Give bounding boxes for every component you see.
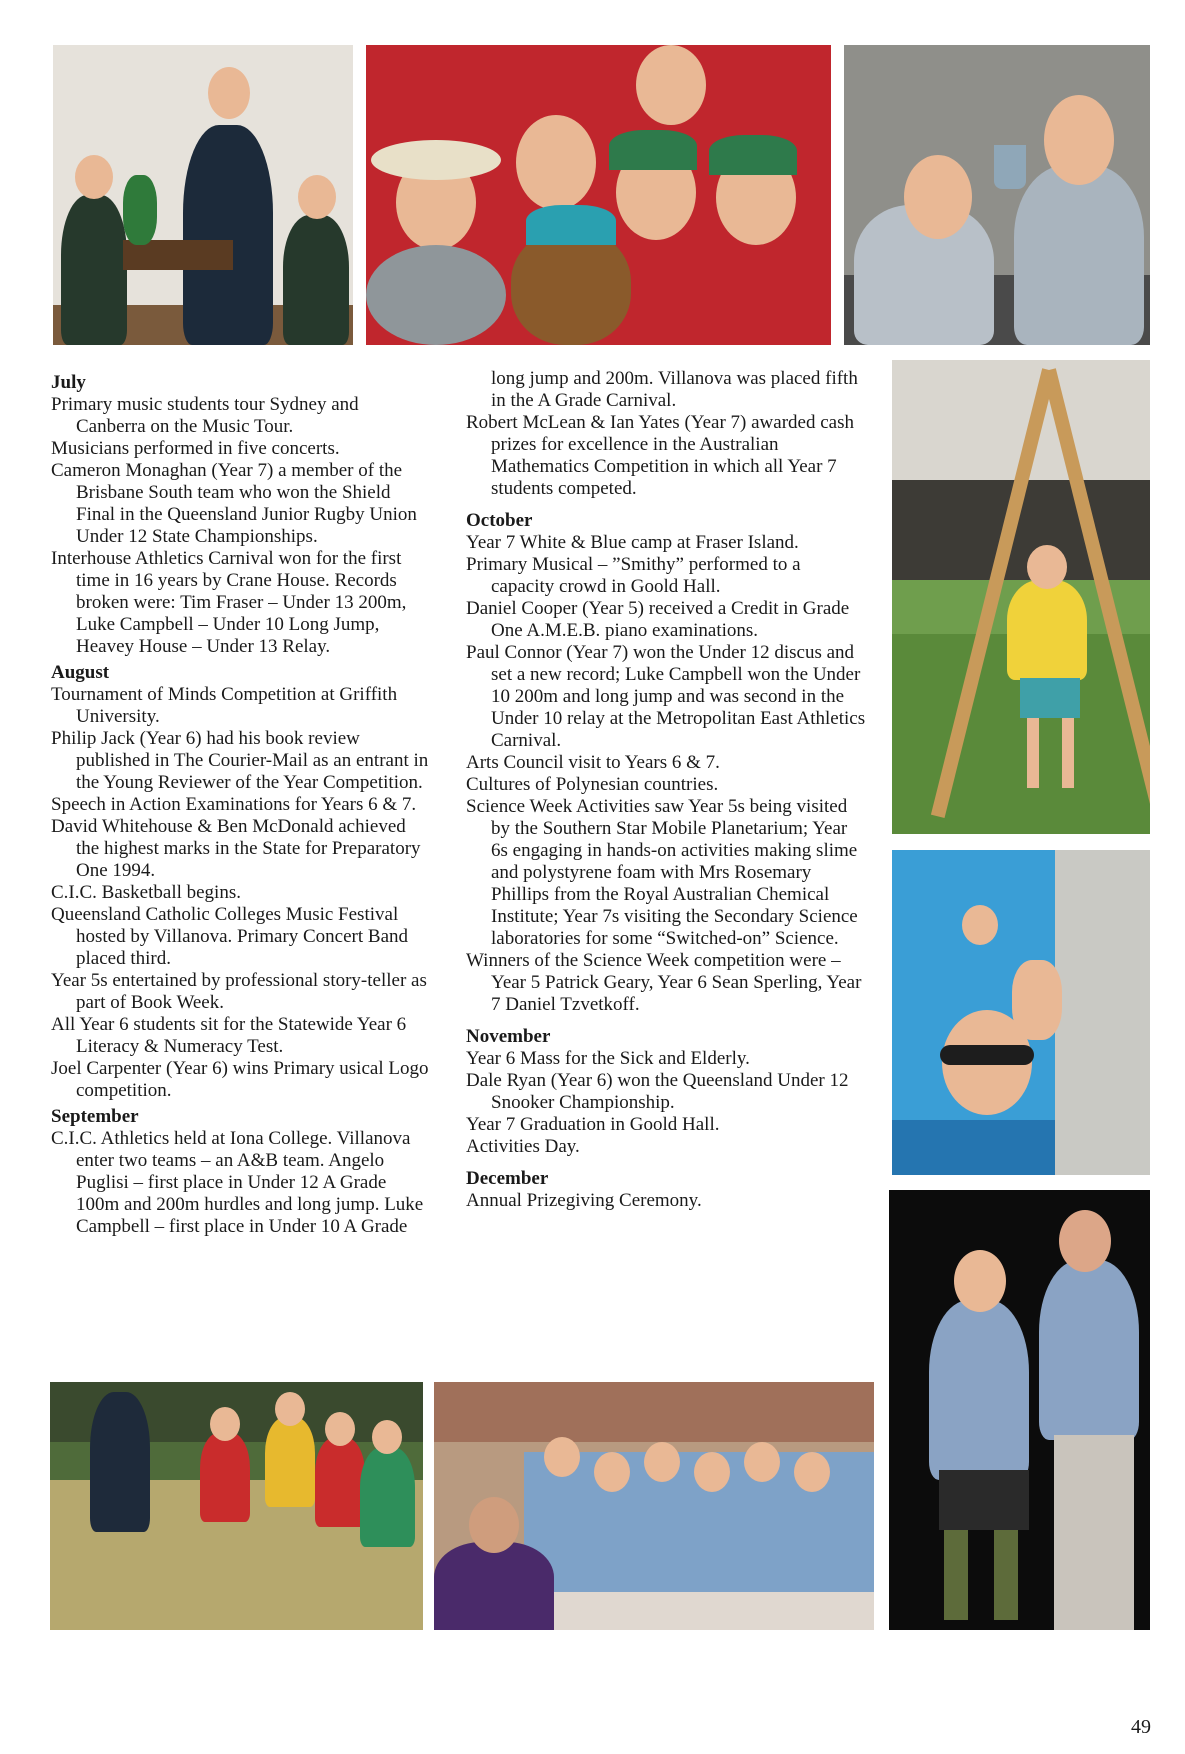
section-heading: October (466, 510, 533, 531)
list-item: Winners of the Science Week competition were – Year 5 Patrick Geary, Year 6 Sean Sperling, Year 7 Daniel Tzvetkoff. (466, 950, 862, 1015)
section-august (51, 662, 431, 1102)
section-november (466, 1026, 866, 1158)
list-item: Year 7 Graduation in Goold Hall. (466, 1114, 720, 1135)
list-item: Year 7 White & Blue camp at Fraser Island. (466, 532, 799, 553)
section-heading: August (51, 662, 110, 683)
photo-mass-elderly (434, 1382, 874, 1630)
list-item: Year 6 Mass for the Sick and Elderly. (466, 1048, 750, 1069)
photo-swimming (892, 850, 1150, 1175)
list-item: Interhouse Athletics Carnival won for the first time in 16 years by Crane House. Records broken were: Tim Fraser – Under 13 200m, Luke Campbell – Under 10 Long Jump, Heavey House – Under 13 Relay. (51, 548, 407, 657)
list-item: C.I.C. Athletics held at Iona College. Villanova enter two teams – an A&B team. Angelo Puglisi – first place in Under 12 A Grade 100m and 200m hurdles and long jump. Luke Campbell – first place in Under 10 A Grade (51, 1128, 424, 1237)
section-july (51, 372, 431, 658)
section-heading: September (51, 1106, 139, 1127)
list-item: Speech in Action Examinations for Years 6 & 7. (51, 794, 417, 815)
section-heading: November (466, 1026, 551, 1047)
list-item: Year 5s entertained by professional story-teller as part of Book Week. (51, 970, 427, 1013)
photo-cross-country (50, 1382, 423, 1630)
right-text-column (466, 368, 866, 1212)
list-item: Philip Jack (Year 6) had his book review published in The Courier-Mail as an entrant in the Young Reviewer of the Year Competition. (51, 728, 429, 793)
list-item: All Year 6 students sit for the Statewide Year 6 Literacy & Numeracy Test. (51, 1014, 407, 1057)
list-item: Cultures of Polynesian countries. (466, 774, 719, 795)
section-september (51, 1106, 431, 1238)
page-number: 49 (1131, 1716, 1151, 1738)
section-december (466, 1168, 866, 1212)
list-item: Primary music students tour Sydney and Canberra on the Music Tour. (51, 394, 359, 437)
section-heading: December (466, 1168, 549, 1189)
section-continued (466, 368, 866, 500)
list-item: Activities Day. (466, 1136, 580, 1157)
list-item: Annual Prizegiving Ceremony. (466, 1190, 702, 1211)
list-item: long jump and 200m. Villanova was placed fifth in the A Grade Carnival. (491, 368, 858, 411)
list-item: David Whitehouse & Ben McDonald achieved the highest marks in the State for Preparatory One 1994. (51, 816, 421, 881)
list-item: Tournament of Minds Competition at Griffith University. (51, 684, 398, 727)
photo-presentation (53, 45, 353, 345)
list-item: Musicians performed in five concerts. (51, 438, 340, 459)
section-october (466, 510, 866, 1016)
list-item: Dale Ryan (Year 6) won the Queensland Under 12 Snooker Championship. (466, 1070, 849, 1113)
photo-science-experiment (844, 45, 1150, 345)
photo-boys-with-toys (366, 45, 831, 345)
list-item: Joel Carpenter (Year 6) wins Primary usical Logo competition. (51, 1058, 429, 1101)
list-item: Paul Connor (Year 7) won the Under 12 discus and set a new record; Luke Campbell won the Under 10 200m and long jump and was second in the Under 10 relay at the Metropolitan East Athletics Carnival. (466, 642, 866, 751)
list-item: Primary Musical – ”Smithy” performed to a capacity crowd in Goold Hall. (466, 554, 801, 597)
list-item: Daniel Cooper (Year 5) received a Credit in Grade One A.M.E.B. piano examinations. (466, 598, 850, 641)
list-item: Arts Council visit to Years 6 & 7. (466, 752, 720, 773)
photo-long-jump-frame (892, 360, 1150, 834)
list-item: C.I.C. Basketball begins. (51, 882, 241, 903)
list-item: Queensland Catholic Colleges Music Festival hosted by Villanova. Primary Concert Band placed third. (51, 904, 409, 969)
photo-graduation-handshake (889, 1190, 1150, 1630)
list-item: Robert McLean & Ian Yates (Year 7) awarded cash prizes for excellence in the Australian Mathematics Competition in which all Year 7 students competed. (466, 412, 854, 499)
list-item: Science Week Activities saw Year 5s being visited by the Southern Star Mobile Planetarium; Year 6s engaging in hands-on activities making slime and polystyrene foam with Mrs Rosemary Phillips from the Royal Australian Chemical Institute; Year 7s visiting the Secondary Science laboratories for some “Switched-on” Science. (466, 796, 858, 949)
list-item: Cameron Monaghan (Year 7) a member of the Brisbane South team who won the Shield Final in the Queensland Junior Rugby Union Under 12 State Championships. (51, 460, 417, 547)
left-text-column (51, 368, 431, 1238)
section-heading: July (51, 372, 86, 393)
